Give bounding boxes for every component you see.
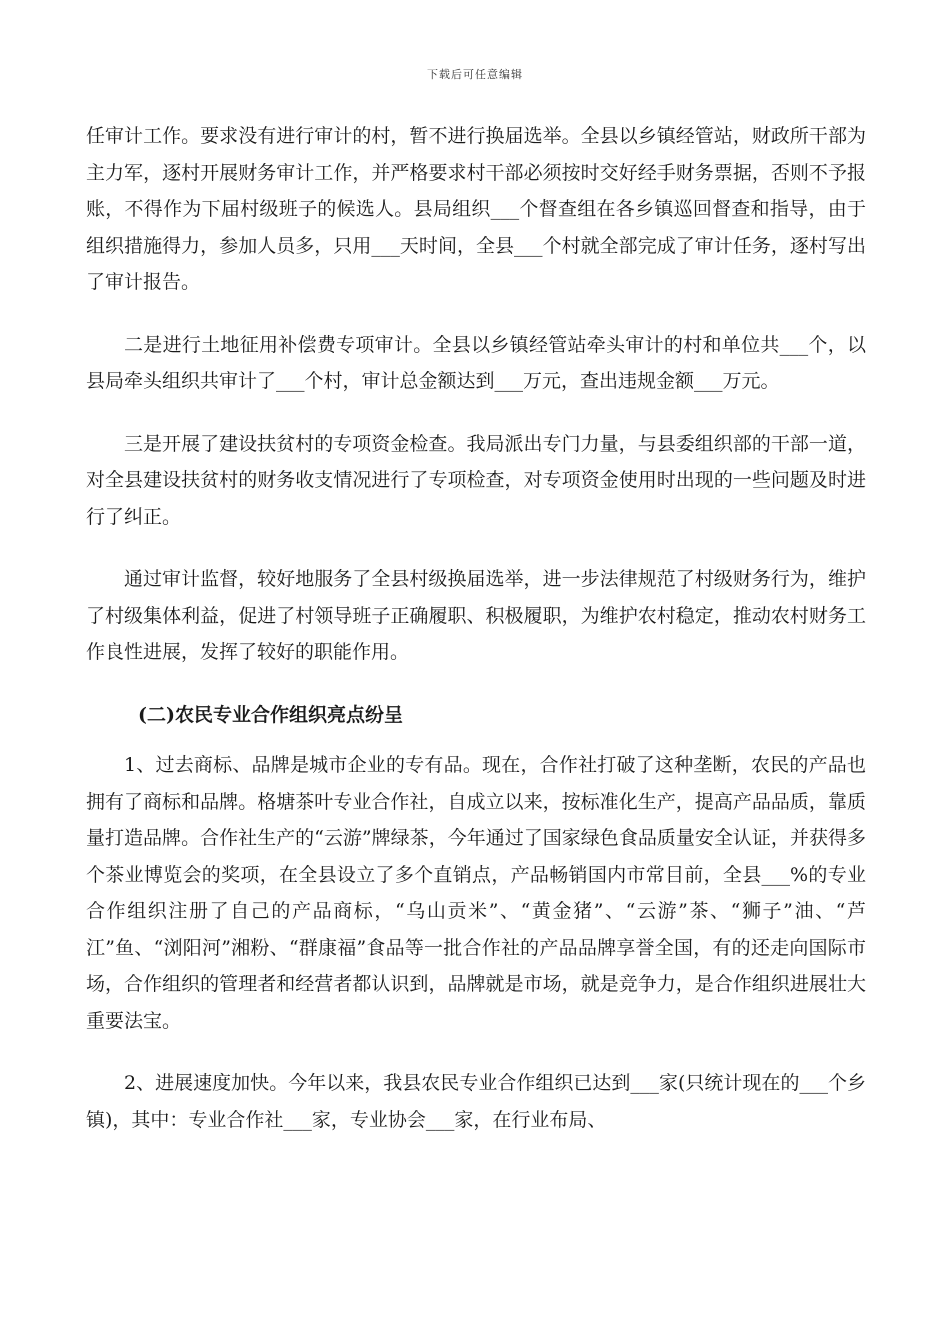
paragraph-audit-work: 任审计工作。要求没有进行审计的村，暂不进行换届选举。全县以乡镇经管站，财政所干部为主力军，逐村开展财务审计工作，并严格要求村干部必须按时交好经手财务票据，否则不予报账，不得作为下届村级班子的候选人。县局组织___个督查组在各乡镇巡回督查和指导，由于组织措施得力，参加人员多，只用___天时间，全县___个村就全部完成了审计任务，逐村写出了审计报告。 [86, 125, 866, 293]
paragraph-poverty-village-inspection: 三是开展了建设扶贫村的专项资金检查。我局派出专门力量，与县委组织部的干部一道，对全县建设扶贫村的财务收支情况进行了专项检查，对专项资金使用时出现的一些问题及时进行了纠正。 [86, 432, 866, 528]
paragraph-growth-speed: 2、进展速度加快。今年以来，我县农民专业合作组织已达到___家(只统计现在的___个乡镇)，其中：专业合作社___家，专业协会___家，在行业布局、 [86, 1072, 866, 1131]
section-heading: (二)农民专业合作组织亮点纷呈 [138, 703, 403, 726]
document-body [86, 118, 866, 1164]
paragraph-brand-trademark: 1、过去商标、品牌是城市企业的专有品。现在，合作社打破了这种垄断，农民的产品也拥有了商标和品牌。格塘茶叶专业合作社，自成立以来，按标准化生产，提高产品品质，靠质量打造品牌。合作社生产的“云游”牌绿茶，今年通过了国家绿色食品质量安全认证，并获得多个茶业博览会的奖项，在全县设立了多个直销点，产品畅销国内市常目前，全县___%的专业合作组织注册了自己的产品商标，“乌山贡米”、“黄金猪”、“云游”茶、“狮子”油、“芦江”鱼、“浏阳河”湘粉、“群康福”食品等一批合作社的产品品牌享誉全国，有的还走向国际市场，合作组织的管理者和经营者都认识到，品牌就是市场，就是竞争力，是合作组织进展壮大重要法宝。 [86, 754, 866, 1032]
page-header: 下载后可任意编辑 [427, 68, 523, 81]
paragraph-land-compensation-audit: 二是进行土地征用补偿费专项审计。全县以乡镇经管站牵头审计的村和单位共___个，以县局牵头组织共审计了___个村，审计总金额达到___万元，查出违规金额___万元。 [86, 333, 866, 392]
paragraph-audit-supervision-summary: 通过审计监督，较好地服务了全县村级换届选举，进一步法律规范了村级财务行为，维护了村级集体利益，促进了村领导班子正确履职、积极履职，为维护农村稳定，推动农村财务工作良性进展，发挥了较好的职能作用。 [86, 568, 866, 663]
